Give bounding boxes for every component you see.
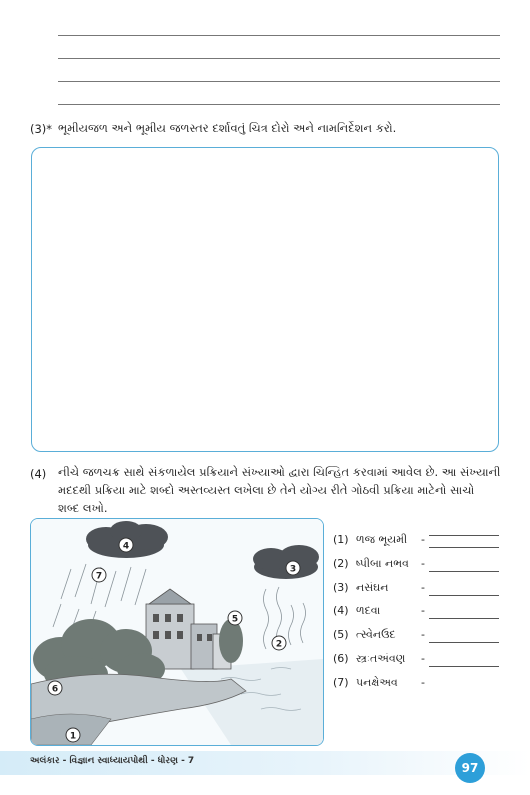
answer-row-2 (333, 557, 503, 575)
marker-3-label: 3 (289, 564, 297, 575)
answer-dash: - (421, 604, 425, 617)
answer-row-number: (7) (333, 676, 349, 689)
question-4-line-1: નીચે જળચક્ર સાથે સંકળાયેલ પ્રક્રિયાને સંખ્યાઓ દ્વારા ચિન્હિત કરવામાં આવેલ છે. આ સંખ્યાની (58, 465, 501, 479)
marker-6 (48, 681, 62, 695)
jumbled-word: નસંઘન (356, 581, 389, 594)
water-cycle-illustration (30, 518, 324, 746)
answer-dash: - (421, 676, 425, 689)
answer-row-number: (3) (333, 581, 349, 594)
jumbled-word: ળદવા (356, 604, 381, 617)
question-3-text: ભૂમીયજળ અને ભૂમીય જળસ્તર દર્શાવતું ચિત્ર દોરો અને નામનિર્દેશન કરો. (58, 121, 397, 135)
answer-row-4 (333, 604, 503, 622)
answer-dash: - (421, 581, 425, 594)
marker-4 (119, 538, 133, 552)
answer-blank[interactable] (429, 595, 499, 596)
answer-line-2 (58, 58, 500, 59)
answer-blank[interactable] (429, 666, 499, 667)
jumbled-word: ળજ ભૂયમી (356, 533, 408, 546)
marker-7 (92, 568, 106, 582)
marker-1-label: 1 (69, 731, 77, 742)
drawing-box[interactable] (31, 147, 499, 452)
answer-blank[interactable] (429, 571, 499, 572)
question-4-line-3: શબ્દ લખો. (58, 501, 108, 515)
jumbled-word: ત્સ્વેનઉદ (356, 628, 396, 641)
answer-row-1 (333, 533, 503, 551)
marker-2-label: 2 (275, 639, 283, 650)
jumbled-word: સ્ત્રઃતઅંવણ (356, 652, 406, 665)
marker-3 (286, 561, 300, 575)
answer-row-number: (2) (333, 557, 349, 570)
answer-row-3 (333, 581, 503, 599)
marker-5 (228, 611, 242, 625)
marker-1 (66, 728, 80, 742)
answer-dash: - (421, 652, 425, 665)
marker-4-label: 4 (122, 541, 130, 552)
question-3-number: (3)* (30, 122, 53, 136)
answer-row-number: (1) (333, 533, 349, 546)
answer-row-number: (5) (333, 628, 349, 641)
answer-line-3 (58, 81, 500, 82)
answer-dash: - (421, 557, 425, 570)
page-number: 97 (455, 753, 485, 783)
answer-blank[interactable] (429, 547, 499, 548)
answer-dash: - (421, 628, 425, 641)
question-4-number: (4) (30, 467, 47, 481)
question-4-line-2: મદદથી પ્રક્રિયા માટે શબ્દો અસ્તવ્યસ્ત લખેલા છે તેને યોગ્ય રીતે ગોઠવી પ્રક્રિયા માટેનો સાચો (58, 483, 475, 497)
marker-6-label: 6 (51, 684, 59, 695)
answer-blank[interactable] (429, 618, 499, 619)
answer-row-5 (333, 628, 503, 646)
jumbled-word: પનક્ષેઅવ (356, 676, 398, 689)
answer-line-4 (58, 104, 500, 105)
footer-title: અલંકાર - વિજ્ઞાન સ્વાધ્યાયપોથી - ધોરણ - 7 (30, 756, 195, 766)
marker-7-label: 7 (95, 571, 103, 582)
answer-blank[interactable] (429, 642, 499, 643)
answer-row-7 (333, 676, 503, 694)
answer-line-1 (58, 35, 500, 36)
answer-row-number: (6) (333, 652, 349, 665)
answer-row-6 (333, 652, 503, 670)
answer-dash: - (421, 533, 425, 546)
marker-5-label: 5 (231, 614, 239, 625)
water-cycle-drawing (31, 519, 323, 745)
jumbled-word: ષ્પીબા નભવ (356, 557, 409, 570)
marker-2 (272, 636, 286, 650)
answer-row-number: (4) (333, 604, 349, 617)
answer-blank-top[interactable] (429, 535, 499, 536)
storm-cloud-icon (253, 545, 319, 579)
